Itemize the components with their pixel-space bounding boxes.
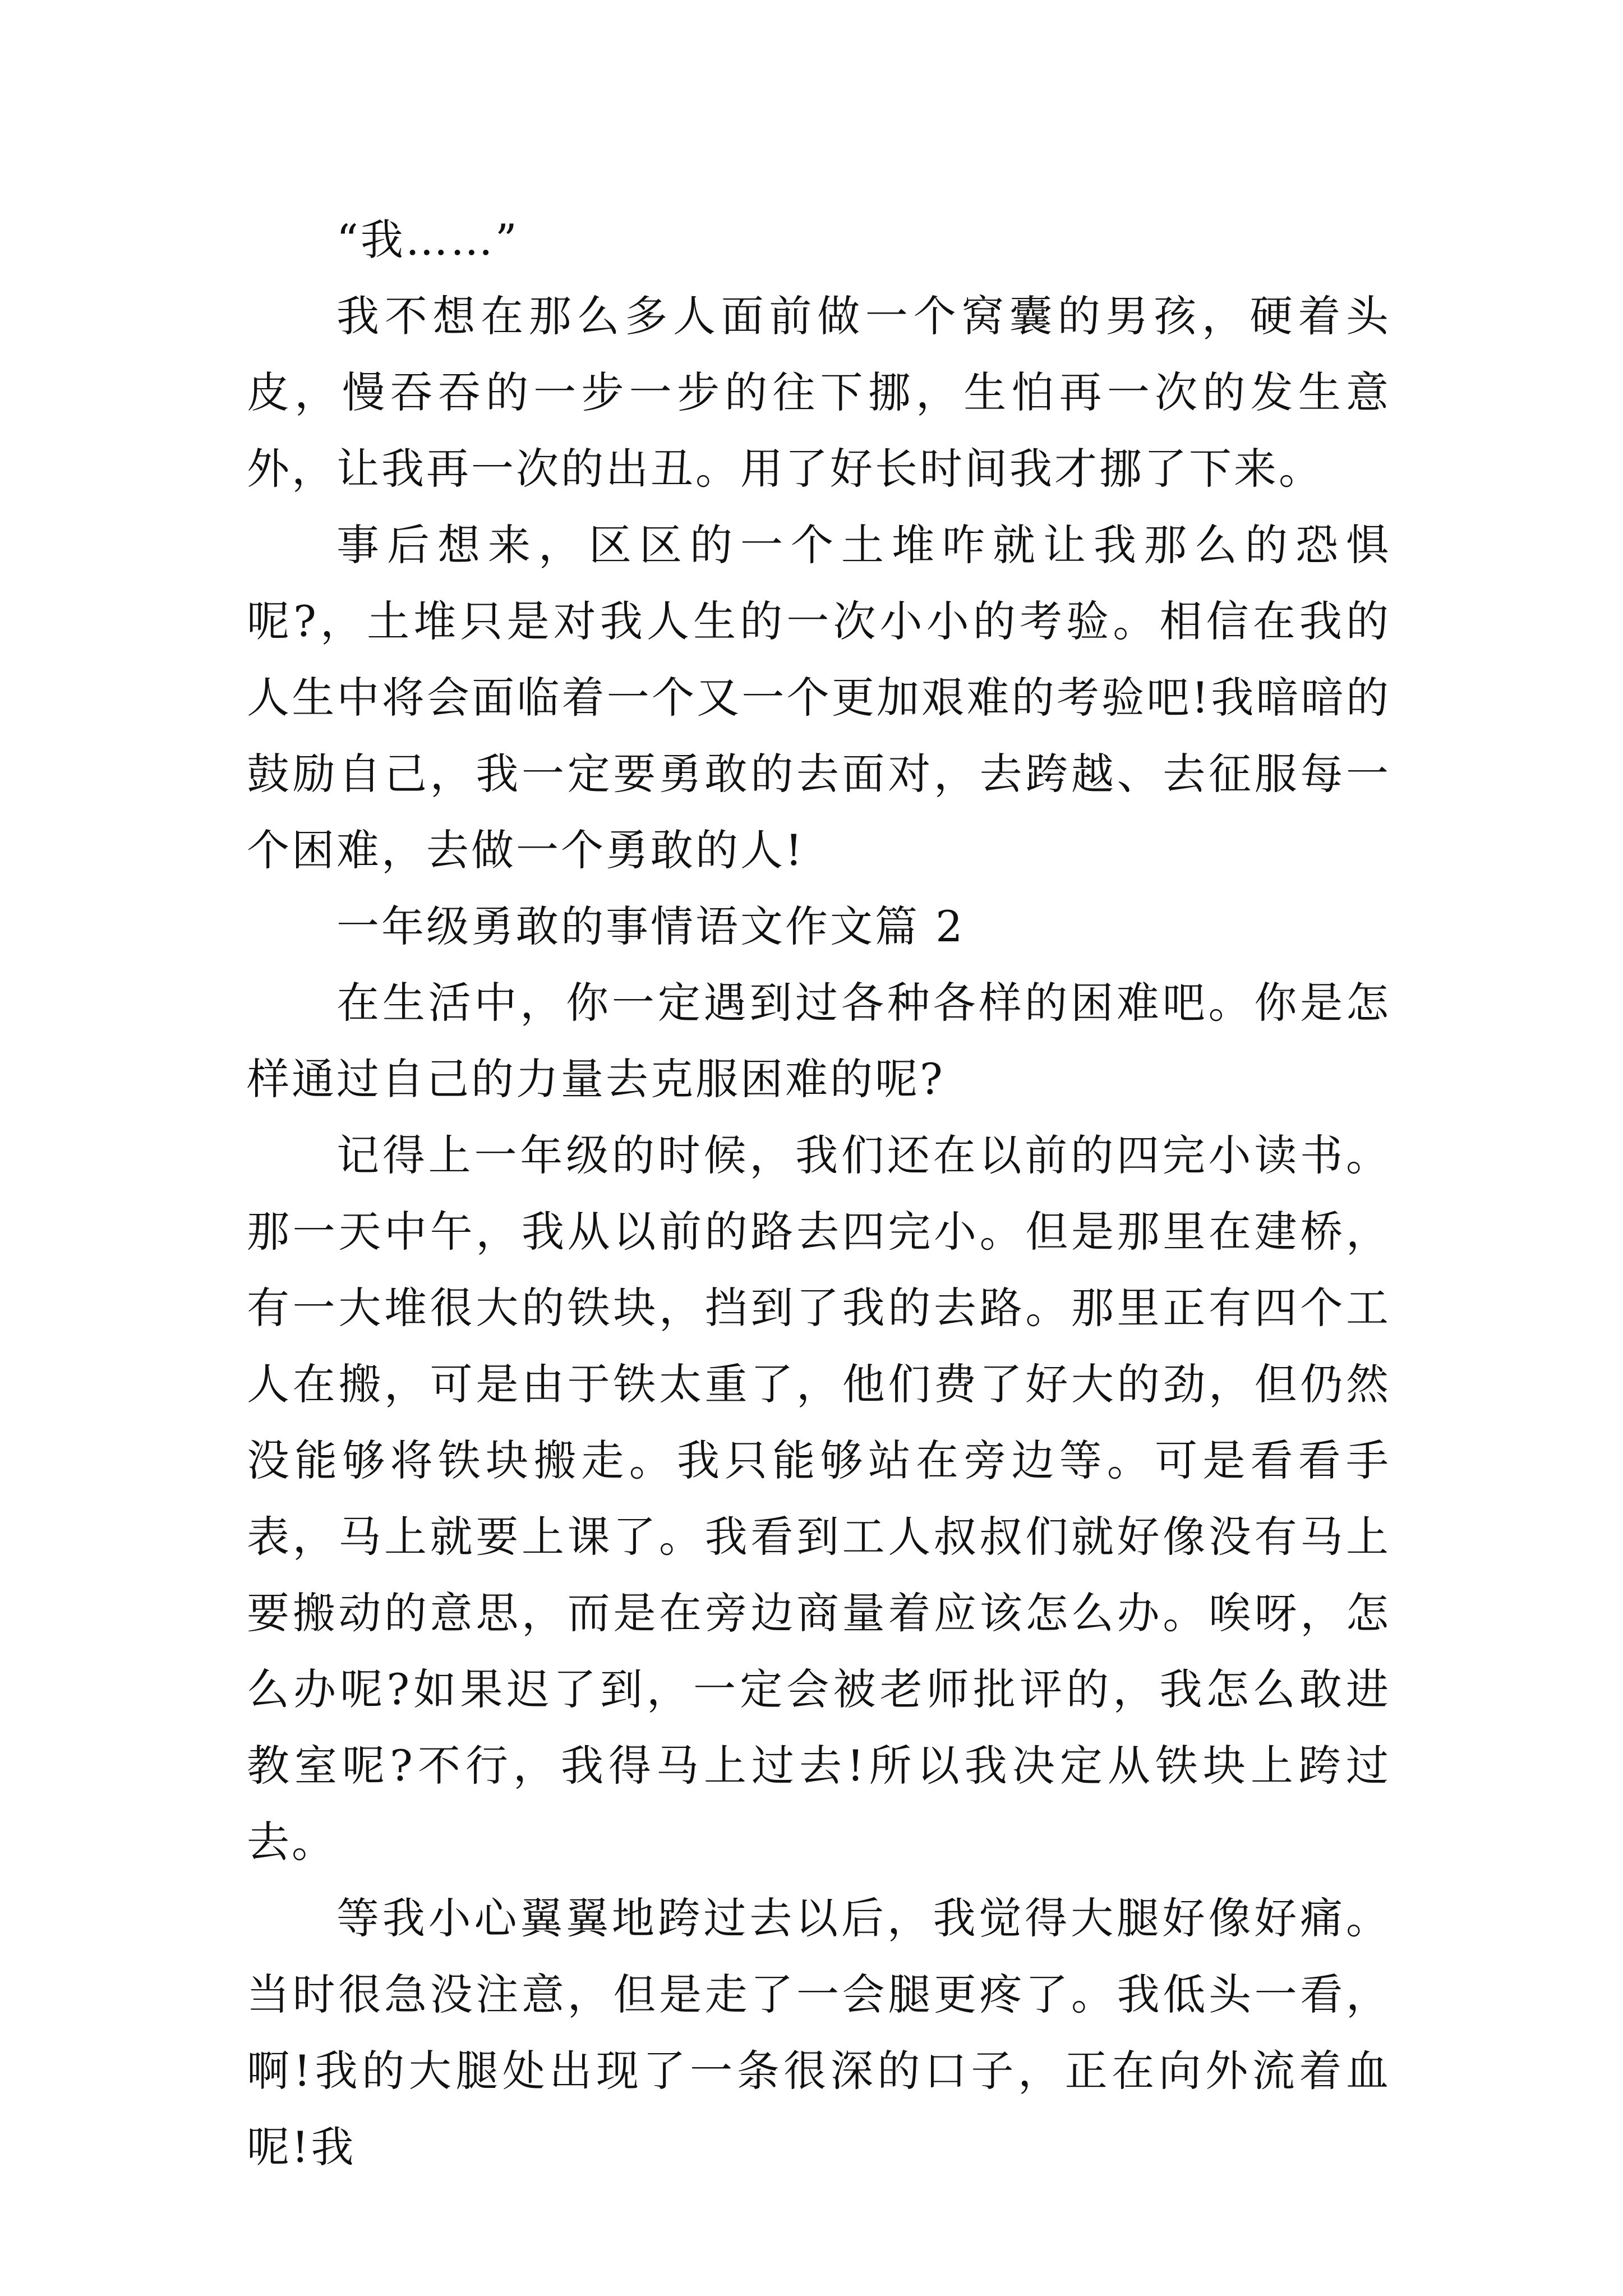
paragraph-quote: “我……” (336, 215, 519, 265)
document-body (247, 202, 1391, 2185)
paragraph-injury: 等我小心翼翼地跨过去以后，我觉得大腿好像好痛。当时很急没注意，但是走了一会腿更疼了。我低头一看，啊!我的大腿处出现了一条很深的口子，正在向外流着血呢!我 (247, 1893, 1391, 2172)
paragraph-story: 记得上一年级的时候，我们还在以前的四完小读书。那一天中午，我从以前的路去四完小。但是那里在建桥，有一大堆很大的铁块，挡到了我的去路。那里正有四个工人在搬，可是由于铁太重了，他们费了好大的劲，但仍然没能够将铁块搬走。我只能够站在旁边等。可是看看手表，马上就要上课了。我看到工人叔叔们就好像没有马上要搬动的意思，而是在旁边商量着应该怎么办。唉呀，怎么办呢?如果迟了到，一定会被老师批评的，我怎么敢进教室呢?不行，我得马上过去!所以我决定从铁块上跨过去。 (247, 1130, 1391, 1867)
section-heading: 一年级勇敢的事情语文作文篇 2 (336, 901, 965, 951)
paragraph-intro: 在生活中，你一定遇到过各种各样的困难吧。你是怎样通过自己的力量去克服困难的呢? (247, 978, 1391, 1104)
paragraph-reflection: 事后想来，区区的一个土堆咋就让我那么的恐惧呢?，土堆只是对我人生的一次小小的考验。相信在我的人生中将会面临着一个又一个更加艰难的考验吧!我暗暗的鼓励自己，我一定要勇敢的去面对，去跨越、去征服每一个困难，去做一个勇敢的人! (247, 520, 1391, 875)
paragraph-climb-down: 我不想在那么多人面前做一个窝囊的男孩，硬着头皮，慢吞吞的一步一步的往下挪，生怕再一次的发生意外，让我再一次的出丑。用了好长时间我才挪了下来。 (247, 291, 1391, 494)
